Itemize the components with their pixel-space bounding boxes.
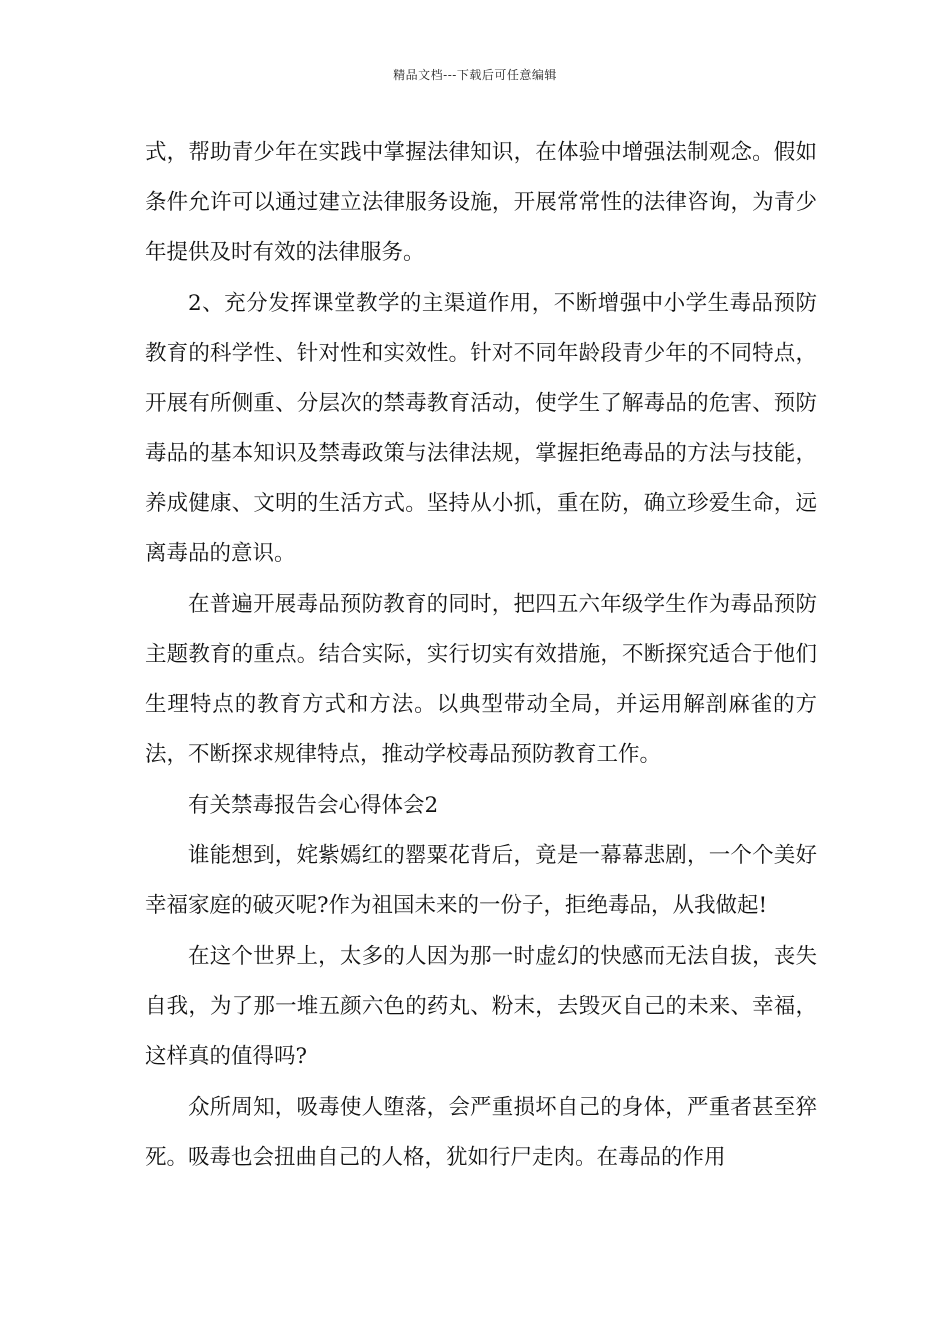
paragraph-5: 在这个世界上，太多的人因为那一时虚幻的快感而无法自拔，丧失自我，为了那一堆五颜六色的药丸、粉末，去毁灭自己的未来、幸福，这样真的值得吗? bbox=[145, 944, 817, 1069]
paragraph-2: 2、充分发挥课堂教学的主渠道作用，不断增强中小学生毒品预防教育的科学性、针对性和实效性。针对不同年龄段青少年的不同特点，开展有所侧重、分层次的禁毒教育活动，使学生了解毒品的危害、预防毒品的基本知识及禁毒政策与法律法规，掌握拒绝毒品的方法与技能，养成健康、文明的生活方式。坚持从小抓，重在防，确立珍爱生命，远离毒品的意识。 bbox=[145, 291, 817, 566]
section-heading: 有关禁毒报告会心得体会2 bbox=[188, 793, 439, 818]
paragraph-6: 众所周知，吸毒使人堕落，会严重损坏自己的身体，严重者甚至猝死。吸毒也会扭曲自己的人格，犹如行尸走肉。在毒品的作用 bbox=[145, 1095, 817, 1170]
document-body bbox=[145, 128, 817, 1184]
page-header: 精品文档---下载后可任意编辑 bbox=[393, 68, 557, 82]
paragraph-1: 式，帮助青少年在实践中掌握法律知识，在体验中增强法制观念。假如条件允许可以通过建立法律服务设施，开展常常性的法律咨询，为青少年提供及时有效的法律服务。 bbox=[145, 140, 817, 265]
paragraph-4: 谁能想到，姹紫嫣红的罂粟花背后，竟是一幕幕悲剧，一个个美好幸福家庭的破灭呢?作为祖国未来的一份子，拒绝毒品，从我做起! bbox=[145, 843, 817, 918]
paragraph-3: 在普遍开展毒品预防教育的同时，把四五六年级学生作为毒品预防主题教育的重点。结合实际，实行切实有效措施，不断探究适合于他们生理特点的教育方式和方法。以典型带动全局，并运用解剖麻雀的方法，不断探求规律特点，推动学校毒品预防教育工作。 bbox=[145, 592, 817, 767]
